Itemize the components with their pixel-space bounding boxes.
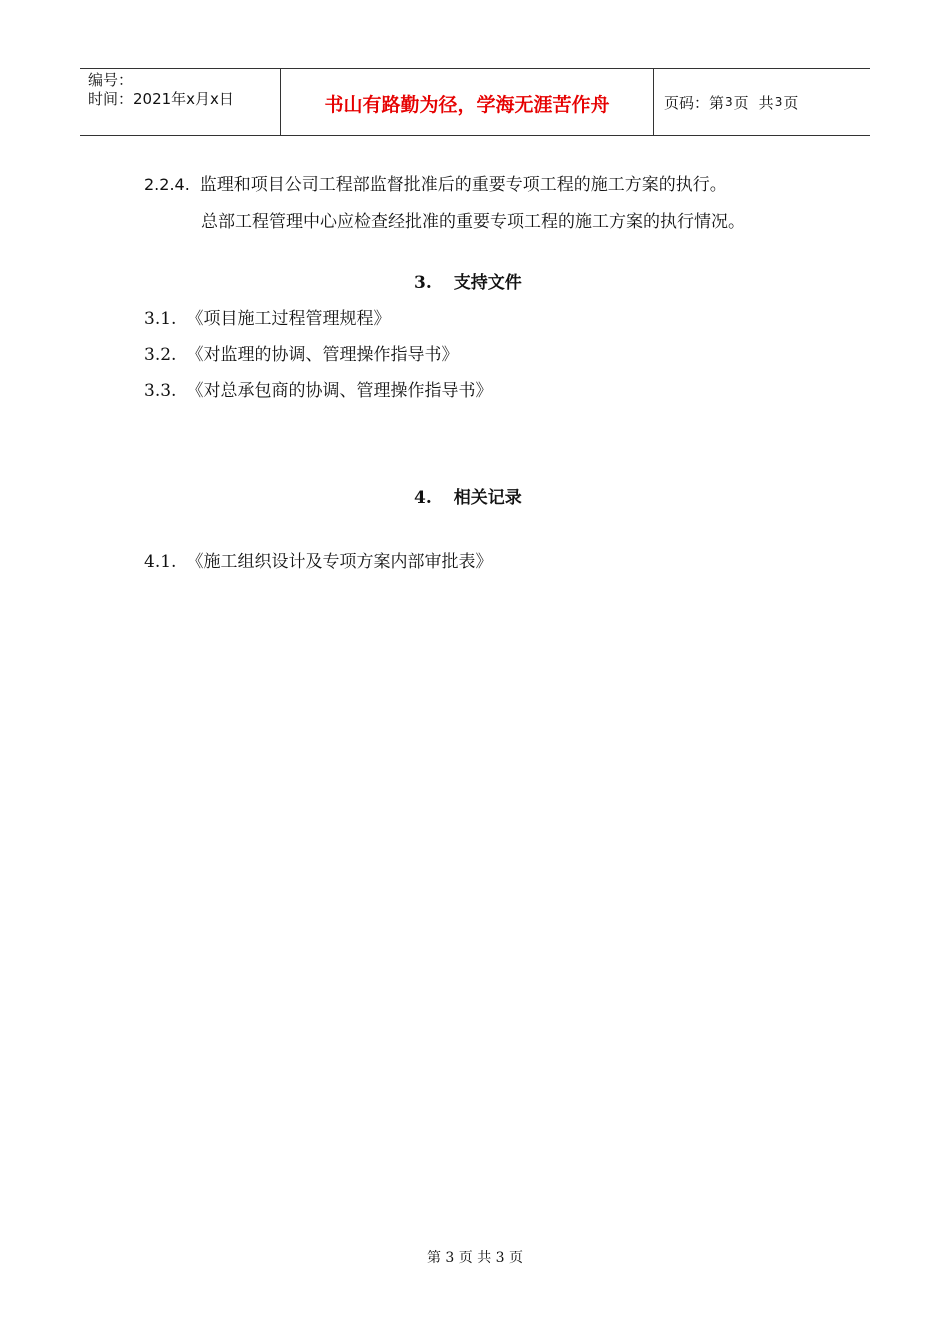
list-item-number: 3.2.: [144, 345, 177, 365]
list-item-text: 《施工组织设计及专项方案内部审批表》: [186, 552, 493, 572]
date-label: 时间：2021年x月x日: [88, 90, 234, 108]
section-3-title: 支持文件: [453, 273, 522, 293]
paragraph-line-1: 监理和项目公司工程部监督批准后的重要专项工程的施工方案的执行。: [199, 175, 727, 195]
paragraph-line-2: 总部工程管理中心应检查经批准的重要专项工程的施工方案的执行情况。: [201, 212, 745, 232]
page-header: [80, 68, 870, 136]
list-item-text: 《项目施工过程管理规程》: [186, 309, 391, 329]
page-total: 3: [774, 95, 783, 109]
paragraph-number: 2.2.4.: [144, 175, 190, 194]
header-page-info: [654, 69, 870, 135]
header-meta: [80, 69, 281, 135]
list-item-number: 4.1.: [144, 552, 177, 572]
header-motto-cell: [281, 69, 654, 135]
page-suffix: 页: [783, 93, 799, 112]
list-item: [144, 376, 492, 401]
serial-label: 编号：: [88, 71, 134, 89]
paragraph-2-2-4: [144, 170, 727, 195]
list-item-number: 3.1.: [144, 309, 177, 329]
list-item: [144, 340, 458, 365]
page-current: 3: [725, 95, 733, 109]
page-prefix: 页码：第: [664, 93, 725, 112]
list-item: [144, 304, 390, 329]
section-4-heading: [414, 483, 522, 508]
page-total-prefix: 共: [758, 93, 774, 112]
header-motto: 书山有路勤为径，学海无涯苦作舟: [324, 93, 610, 116]
section-3-number: 3.: [414, 273, 432, 293]
list-item-text: 《对监理的协调、管理操作指导书》: [186, 345, 459, 365]
section-4-number: 4.: [414, 488, 432, 508]
list-item-number: 3.3.: [144, 381, 177, 401]
page-footer: 第 3 页 共 3 页: [426, 1250, 524, 1266]
section-4-title: 相关记录: [453, 488, 522, 508]
section-3-heading: [414, 268, 522, 293]
list-item-text: 《对总承包商的协调、管理操作指导书》: [186, 381, 493, 401]
list-item: [144, 547, 492, 572]
page-mid: 页: [733, 93, 749, 112]
